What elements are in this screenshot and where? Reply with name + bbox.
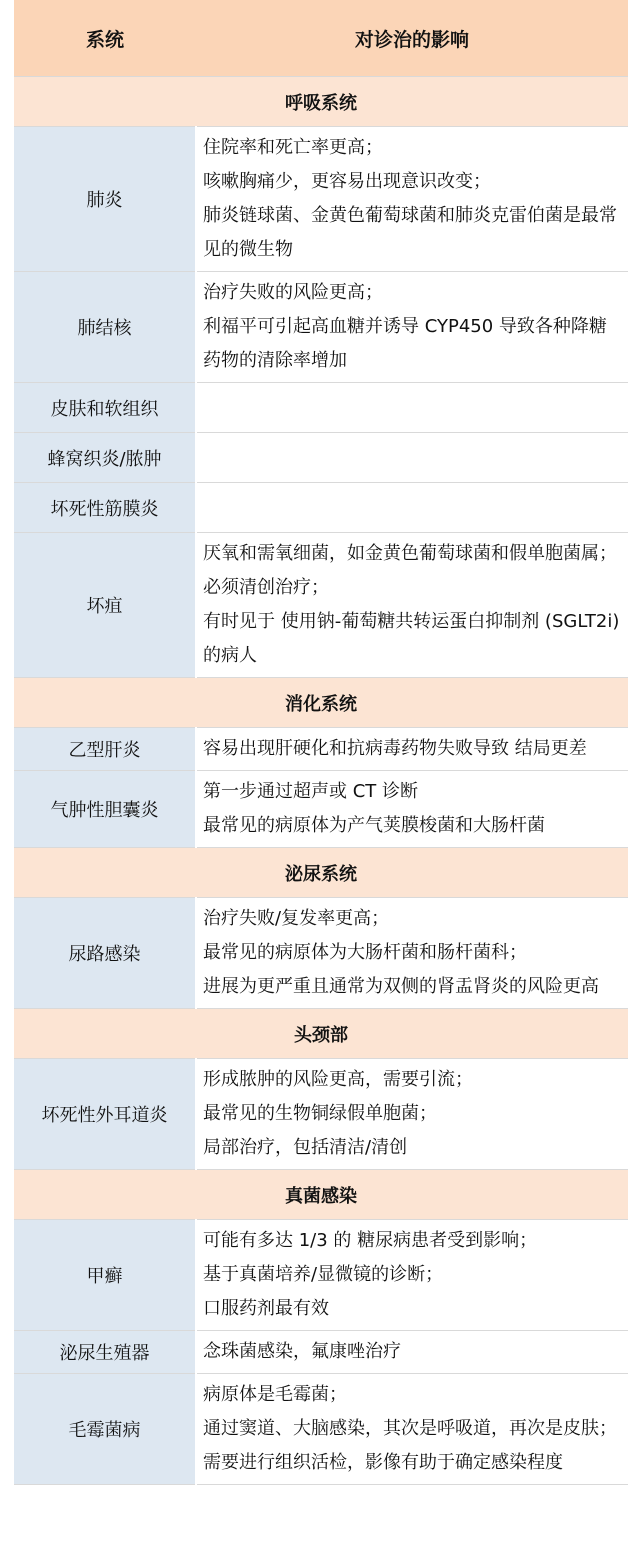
header-effect: 对诊治的影响	[196, 0, 628, 77]
effect-line: 病原体是毛霉菌；	[203, 1384, 347, 1405]
system-cell: 皮肤和软组织	[14, 383, 196, 433]
effect-line: 第一步通过超声或 CT 诊断	[203, 781, 419, 802]
table-body	[14, 77, 628, 1485]
effect-cell	[196, 1331, 628, 1374]
system-cell: 坏死性外耳道炎	[14, 1059, 196, 1170]
table-row	[14, 1220, 628, 1331]
effect-cell	[196, 272, 628, 383]
effect-cell	[196, 1220, 628, 1331]
system-cell: 坏疽	[14, 533, 196, 678]
effect-line: 通过窦道、大脑感染，其次是呼吸道，再次是皮肤；	[203, 1418, 617, 1439]
section-title: 消化系统	[14, 678, 628, 728]
effect-cell	[196, 483, 628, 533]
section-row	[14, 1009, 628, 1059]
system-cell: 尿路感染	[14, 898, 196, 1009]
effect-line: 肺炎链球菌、金黄色葡萄球菌和肺炎克雷伯菌是最常见的微生物	[203, 205, 617, 260]
comparison-table-container	[14, 0, 628, 1485]
effect-cell	[196, 728, 628, 771]
effect-cell	[196, 127, 628, 272]
effect-line: 念珠菌感染，氟康唑治疗	[203, 1341, 401, 1362]
effect-line: 基于真菌培养/显微镜的诊断；	[203, 1264, 444, 1285]
section-title: 泌尿系统	[14, 848, 628, 898]
table-row	[14, 771, 628, 848]
table-row	[14, 1059, 628, 1170]
section-row	[14, 848, 628, 898]
table-header-row	[14, 0, 628, 77]
system-cell: 毛霉菌病	[14, 1374, 196, 1485]
system-cell: 甲癣	[14, 1220, 196, 1331]
system-cell: 泌尿生殖器	[14, 1331, 196, 1374]
effect-line: 最常见的病原体为大肠杆菌和肠杆菌科；	[203, 942, 527, 963]
effect-line: 住院率和死亡率更高；	[203, 137, 383, 158]
effect-line: 咳嗽胸痛少，更容易出现意识改变；	[203, 171, 491, 192]
table-row	[14, 272, 628, 383]
table-row	[14, 483, 628, 533]
effect-line: 形成脓肿的风险更高，需要引流；	[203, 1069, 473, 1090]
system-cell: 乙型肝炎	[14, 728, 196, 771]
header-system: 系统	[14, 0, 196, 77]
effect-line: 有时见于 使用钠-葡萄糖共转运蛋白抑制剂 (SGLT2i) 的病人	[203, 611, 620, 666]
effect-cell	[196, 1374, 628, 1485]
effect-line: 治疗失败/复发率更高；	[203, 908, 390, 929]
effect-line: 进展为更严重且通常为双侧的肾盂肾炎的风险更高	[203, 976, 599, 997]
table-row	[14, 898, 628, 1009]
system-cell: 肺结核	[14, 272, 196, 383]
effect-line: 最常见的生物铜绿假单胞菌；	[203, 1103, 437, 1124]
table-row	[14, 127, 628, 272]
table-row	[14, 383, 628, 433]
system-cell: 气肿性胆囊炎	[14, 771, 196, 848]
table-row	[14, 1331, 628, 1374]
effect-line: 必须清创治疗；	[203, 577, 329, 598]
effect-cell	[196, 533, 628, 678]
effect-cell	[196, 433, 628, 483]
table-row	[14, 433, 628, 483]
effect-line: 可能有多达 1/3 的 糖尿病患者受到影响；	[203, 1230, 538, 1251]
section-row	[14, 77, 628, 127]
table-row	[14, 533, 628, 678]
effect-line: 口服药剂最有效	[203, 1298, 329, 1319]
effect-cell	[196, 898, 628, 1009]
effect-line: 厌氧和需氧细菌，如金黄色葡萄球菌和假单胞菌属；	[203, 543, 617, 564]
system-cell: 坏死性筋膜炎	[14, 483, 196, 533]
effect-cell	[196, 771, 628, 848]
effect-line: 治疗失败的风险更高；	[203, 282, 383, 303]
diabetes-infection-table	[14, 0, 628, 1485]
section-title: 真菌感染	[14, 1170, 628, 1220]
effect-cell	[196, 1059, 628, 1170]
effect-line: 利福平可引起高血糖并诱导 CYP450 导致各种降糖药物的清除率增加	[203, 316, 607, 371]
effect-line: 需要进行组织活检，影像有助于确定感染程度	[203, 1452, 563, 1473]
section-row	[14, 1170, 628, 1220]
table-row	[14, 1374, 628, 1485]
section-title: 头颈部	[14, 1009, 628, 1059]
section-row	[14, 678, 628, 728]
effect-line: 局部治疗，包括清洁/清创	[203, 1137, 408, 1158]
system-cell: 肺炎	[14, 127, 196, 272]
system-cell: 蜂窝织炎/脓肿	[14, 433, 196, 483]
table-row	[14, 728, 628, 771]
effect-cell	[196, 383, 628, 433]
effect-line: 容易出现肝硬化和抗病毒药物失败导致 结局更差	[203, 738, 587, 759]
section-title: 呼吸系统	[14, 77, 628, 127]
effect-line: 最常见的病原体为产气荚膜梭菌和大肠杆菌	[203, 815, 545, 836]
